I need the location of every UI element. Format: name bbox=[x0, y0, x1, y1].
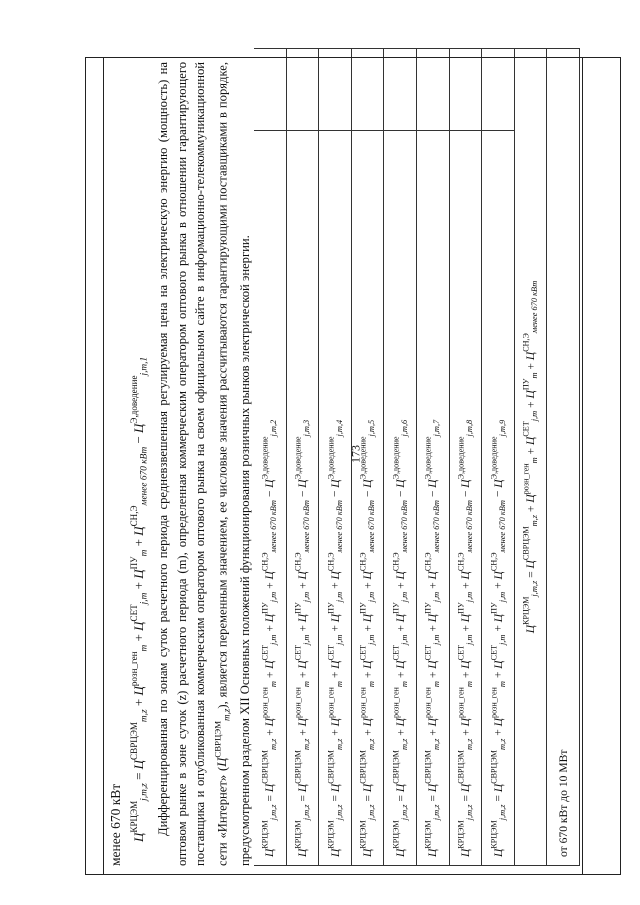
formula-cell: $Ц^{КРЦЭМ}_{j,m,z} = Ц^{СВРЦЭМ}_{m,z} + Ц^{розн\_ген}_m + Ц^{СЕТ}_{j,m} + Ц^{ПУ}_{j,m} + Ц^{СН,Э}_{менее 670 кВт} - Ц^{Э,доведение}_{j,m,6}$ bbox=[384, 130, 417, 865]
main-formula-term: + $Ц^{СЕТ}_{j,m}$ bbox=[129, 592, 150, 642]
main-formula-terms bbox=[129, 356, 150, 780]
formula-cell: $Ц^{КРЦЭМ}_{j,m,z} = Ц^{СВРЦЭМ}_{m,z} + Ц^{розн\_ген}_m + Ц^{СЕТ}_{j,m} + Ц^{ПУ}_{j,m} + Ц^{СН,Э}_{менее 670 кВт} - Ц^{Э,доведение}_{j,m,3}$ bbox=[286, 130, 319, 865]
formula-row bbox=[384, 49, 417, 866]
rotated-table-page bbox=[85, 57, 570, 875]
empty-cell bbox=[319, 49, 352, 131]
formula-table bbox=[254, 48, 580, 866]
formula-row bbox=[449, 49, 482, 866]
empty-cell bbox=[449, 49, 482, 131]
formula-row bbox=[254, 49, 286, 866]
blank-row bbox=[583, 58, 621, 875]
content-row bbox=[104, 58, 583, 875]
formula-row bbox=[514, 49, 547, 866]
main-formula-term: + $Ц^{ПУ}_m$ bbox=[129, 549, 150, 590]
section-header: менее 670 кВт bbox=[108, 783, 123, 866]
empty-cell bbox=[286, 49, 319, 131]
formula-cell: $Ц^{КРЦЭМ}_{j,m,z} = Ц^{СВРЦЭМ}_{m,z} + Ц^{розн\_ген}_m + Ц^{СЕТ}_{j,m} + Ц^{ПУ}_{j,m} + Ц^{СН,Э}_{менее 670 кВт} - Ц^{Э,доведение}_{j,m,5}$ bbox=[351, 130, 384, 865]
formula-cell: $Ц^{КРЦЭМ}_{j,m,z} = Ц^{СВРЦЭМ}_{m,z} + Ц^{розн\_ген}_m + Ц^{СЕТ}_{j,m} + Ц^{ПУ}_{j,m} + Ц^{СН,Э}_{менее 670 кВт} - Ц^{Э,доведение}_{j,m,2}$ bbox=[254, 130, 286, 865]
main-formula bbox=[128, 62, 151, 842]
formula-row bbox=[319, 49, 352, 866]
formula-row bbox=[351, 49, 384, 866]
blank-cell bbox=[583, 58, 621, 875]
formula-cell: $Ц^{КРЦЭМ}_{j,m,z} = Ц^{СВРЦЭМ}_{m,z} + Ц^{розн\_ген}_m + Ц^{СЕТ}_{j,m} + Ц^{ПУ}_{j,m} + Ц^{СН,Э}_{менее 670 кВт} - Ц^{Э,доведение}_{j,m,4}$ bbox=[319, 130, 352, 865]
empty-cell bbox=[417, 49, 450, 131]
formula-row bbox=[417, 49, 450, 866]
page-number: 173 bbox=[348, 445, 363, 463]
footer-label: от 670 кВт до 10 МВт bbox=[547, 49, 580, 866]
main-formula-term: = $Ц^{СВРЦЭМ}_{m,z}$ bbox=[129, 709, 150, 780]
formula-cell: $Ц^{КРЦЭМ}_{j,m,z} = Ц^{СВРЦЭМ}_{m,z} + Ц^{розн\_ген}_m + Ц^{СЕТ}_{j,m} + Ц^{ПУ}_m + Ц^{СН,Э}_{менее 670 кВт}$ bbox=[514, 49, 547, 866]
tariff-table bbox=[85, 57, 621, 875]
main-formula-term: − $Ц^{Э,доведение}_{j,m,1}$ bbox=[129, 356, 150, 444]
empty-cell bbox=[254, 49, 286, 131]
description-paragraph: Дифференцированная по зонам суток расчетного периода средневзвешенная регулируемая цена на электрическую энергию (мощность) на оптовом рынке в зоне суток (z) расчетного периода (m), определенная коммерческим оператором оптового рынка в отношении гарантирующего поставщика и опубликованная коммерческим оператором оптового рынка на своем официальном сайте в информационно-телекоммуникационной сети «Интернет» $(Ц^{СВРЦЭМ}_{m,z})$, является переменным значением, ее числовые значения рассчитываются гарантирующими поставщиками в порядке, предусмотренном разделом XII Основных положений функционирования розничных рынков электрической энергии. bbox=[156, 62, 253, 866]
empty-cell bbox=[384, 49, 417, 131]
content-cell bbox=[104, 58, 583, 875]
main-formula-term: + $Ц^{розн\_ген}_m$ bbox=[129, 644, 150, 707]
gutter-row bbox=[86, 58, 104, 875]
empty-cell bbox=[351, 49, 384, 131]
formula-cell: $Ц^{КРЦЭМ}_{j,m,z} = Ц^{СВРЦЭМ}_{m,z} + Ц^{розн\_ген}_m + Ц^{СЕТ}_{j,m} + Ц^{ПУ}_{j,m} + Ц^{СН,Э}_{менее 670 кВт} - Ц^{Э,доведение}_{j,m,7}$ bbox=[417, 130, 450, 865]
formula-row bbox=[286, 49, 319, 866]
main-formula-lhs: $Ц^{КРЦЭМ}_{j,m,z}$ bbox=[129, 783, 150, 842]
formula-row bbox=[482, 49, 515, 866]
empty-cell bbox=[482, 49, 515, 131]
inline-symbol: $Ц^{СВРЦЭМ}_{m,z}$ bbox=[212, 708, 232, 767]
gutter-cell bbox=[86, 58, 104, 875]
footer-row bbox=[547, 49, 580, 866]
main-formula-term: + $Ц^{СН,Э}_{менее 670 кВт}$ bbox=[129, 446, 150, 547]
formula-cell: $Ц^{КРЦЭМ}_{j,m,z} = Ц^{СВРЦЭМ}_{m,z} + Ц^{розн\_ген}_m + Ц^{СЕТ}_{j,m} + Ц^{ПУ}_{j,m} + Ц^{СН,Э}_{менее 670 кВт} - Ц^{Э,доведение}_{j,m,9}$ bbox=[482, 130, 515, 865]
formula-cell: $Ц^{КРЦЭМ}_{j,m,z} = Ц^{СВРЦЭМ}_{m,z} + Ц^{розн\_ген}_m + Ц^{СЕТ}_{j,m} + Ц^{ПУ}_{j,m} + Ц^{СН,Э}_{менее 670 кВт} - Ц^{Э,доведение}_{j,m,8}$ bbox=[449, 130, 482, 865]
